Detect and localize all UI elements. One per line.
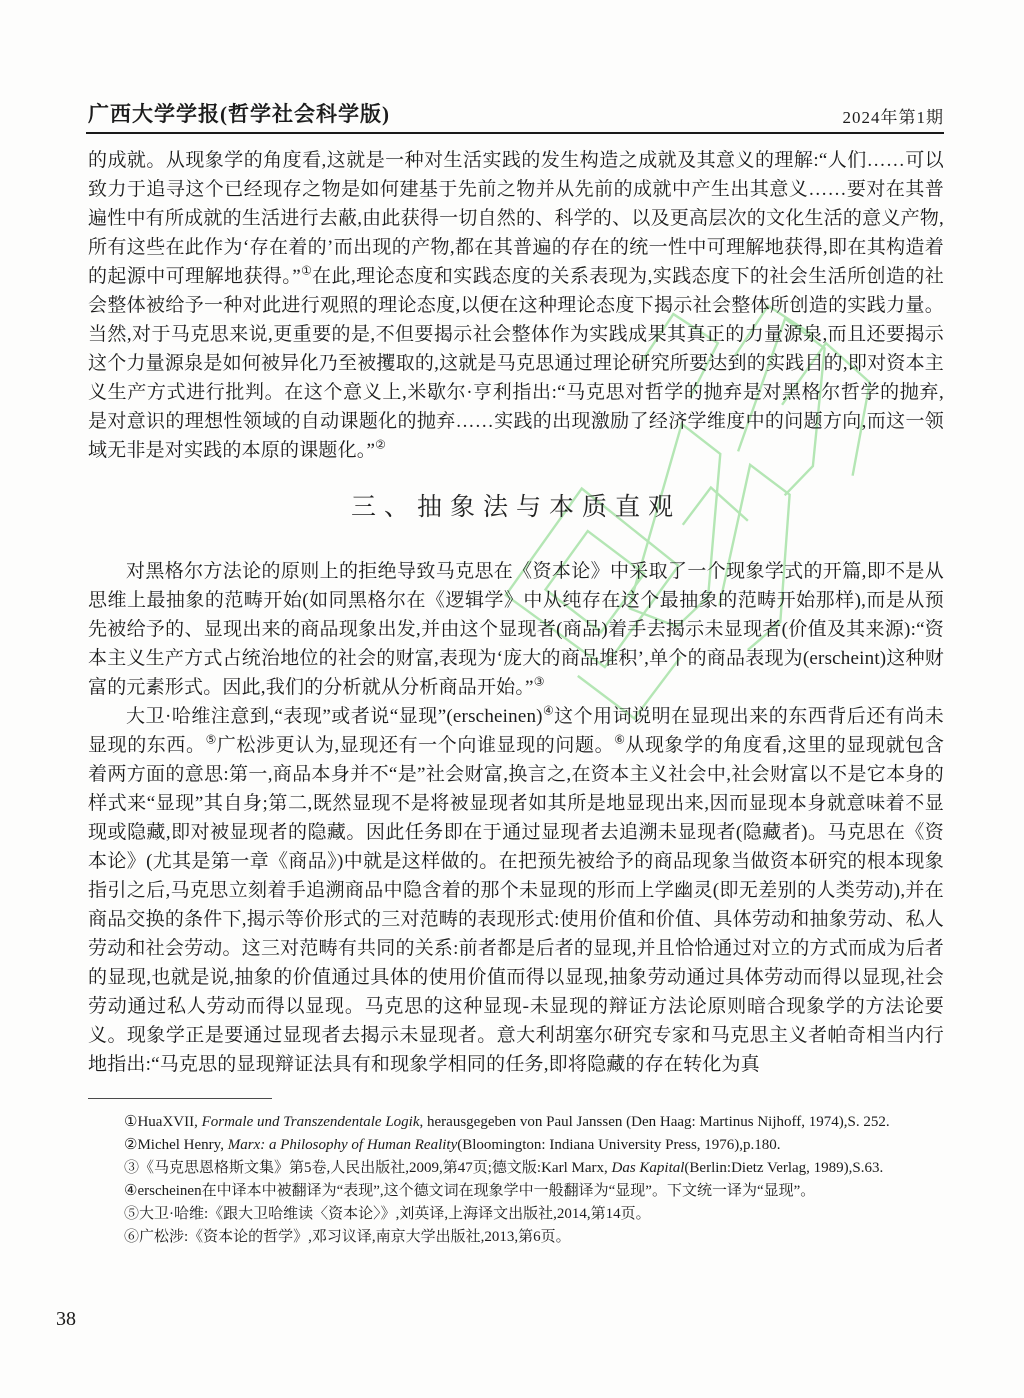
text-run: Das Kapital — [611, 1160, 685, 1176]
footnote — [44, 1180, 944, 1203]
paragraph — [88, 702, 944, 1079]
paragraph-continued — [88, 146, 944, 465]
text-run: ④erscheinen在中译本中被翻译为“表现”,这个德文词在现象学中一般翻译为“显现”。下文统一译为“显现”。 — [124, 1183, 816, 1199]
text-run: (Bloomington: Indiana University Press, 1976),p.180. — [457, 1137, 781, 1153]
footnotes-section — [88, 1098, 944, 1249]
footnote — [44, 1226, 944, 1249]
journal-title: 广西大学学报(哲学社会科学版) — [88, 102, 390, 126]
text-run: Formale und Transzendentale Logik — [201, 1114, 420, 1130]
footnote — [44, 1134, 944, 1157]
text-run: 大卫·哈维注意到,“表现”或者说“显现”(erscheinen) — [126, 706, 543, 727]
text-run: ⑤大卫·哈维:《跟大卫哈维读〈资本论〉》,刘英译,上海译文出版社,2014,第14页。 — [124, 1206, 651, 1222]
text-run: , herausgegeben von Paul Janssen (Den Haag: Martinus Nijhoff, 1974),S. 252. — [419, 1114, 890, 1130]
text-run: (Berlin:Dietz Verlag, 1989),S.63. — [684, 1160, 884, 1176]
footnote-ref: ① — [300, 263, 313, 278]
page-header — [88, 98, 944, 128]
footnote — [44, 1157, 944, 1180]
text-run: 这个用词说明在显现出来的东西背后还有尚未显现的东西。 — [88, 706, 944, 756]
text-run: ③《马克思恩格斯文集》第5卷,人民出版社,2009,第47页;德文版:Karl Marx, — [124, 1160, 612, 1176]
text-run: ⑥广松涉:《资本论的哲学》,邓习议译,南京大学出版社,2013,第6页。 — [124, 1229, 571, 1245]
header-rule — [86, 132, 944, 134]
section-heading: 三、抽象法与本质直观 — [350, 494, 681, 521]
text-run: 从现象学的角度看,这里的显现就包含着两方面的意思:第一,商品本身并不“是”社会财富,换言之,在资本主义社会中,社会财富以不是它本身的样式来“显现”其自身;第二,既然显现不是将被显现者如其所是地显现出来,因而显现本身就意味着不显现或隐藏,即对被显现者的隐藏。因此任务即在于通过显现者去追溯未显现者(隐藏者)。马克思在《资本论》(尤其是第一章《商品》)中就是这样做的。在把预先被给予的商品现象当做资本研究的根本现象指引之后,马克思立刻着手追溯商品中隐含着的那个未显现的形而上学幽灵(即无差别的人类劳动),并在商品交换的条件下,揭示等价形式的三对范畴的表现形式:使用价值和价值、具体劳动和抽象劳动、私人劳动和社会劳动。这三对范畴有共同的关系:前者都是后者的显现,并且恰恰通过对立的方式而成为后者的显现,也就是说,抽象的价值通过具体的使用价值而得以显现,抽象劳动通过具体劳动而得以显现,社会劳动通过私人劳动而得以显现。马克思的这种显现-未显现的辩证方法论原则暗合现象学的方法论要义。现象学正是要通过显现者去揭示未显现者。意大利胡塞尔研究专家和马克思主义者帕奇相当内行地指出:“马克思的显现辩证法具有和现象学相同的任务,即将隐藏的存在转化为真 — [88, 735, 945, 1075]
footnote-ref: ⑤ — [205, 732, 217, 747]
footnote-ref: ④ — [542, 703, 555, 718]
text-run: 广松涉更认为,显现还有一个向谁显现的问题。 — [216, 735, 615, 756]
footnote-ref: ⑥ — [614, 732, 626, 747]
footnote-ref: ③ — [533, 674, 545, 689]
text-run: 的成就。从现象学的角度看,这就是一种对生活实践的发生构造之成就及其意义的理解:“人们……可以致力于追寻这个已经现存之物是如何建基于先前之物并从先前的成就中产生出其意义……要对在其普遍性中有所成就的生活进行去蔽,由此获得一切自然的、科学的、以及更高层次的文化生活的意义产物,所有这些在此作为‘存在着的’而出现的产物,都在其普遍的存在的统一性中可理解地获得,即在其构造着的起源中可理解地获得。” — [88, 150, 944, 287]
page-number: 38 — [56, 1308, 76, 1330]
text-run: ②Michel Henry, — [124, 1137, 228, 1153]
text-run: 对黑格尔方法论的原则上的拒绝导致马克思在《资本论》中采取了一个现象学式的开篇,即不是从思维上最抽象的范畴开始(如同黑格尔在《逻辑学》中从纯存在这个最抽象的范畴开始那样),而是从预先被给予的、显现出来的商品现象出发,并由这个显现者(商品)着手去揭示未显现者(价值及其来源):“资本主义生产方式占统治地位的社会的财富,表现为‘庞大的商品堆积’,单个的商品表现为(erscheint)这种财富的元素形式。因此,我们的分析就从分析商品开始。” — [88, 561, 944, 698]
footnote-separator — [88, 1098, 272, 1099]
text-run: ①HuaXVII, — [124, 1114, 202, 1130]
article-body — [88, 146, 944, 1079]
footnote — [44, 1203, 944, 1226]
issue-label: 2024年第1期 — [842, 108, 944, 127]
paragraph — [88, 557, 944, 702]
text-run: 在此,理论态度和实践态度的关系表现为,实践态度下的社会生活所创造的社会整体被给予一种对此进行观照的理论态度,以便在这种理论态度下揭示社会整体所创造的实践力量。当然,对于马克思来说,更重要的是,不但要揭示社会整体作为实践成果其真正的力量源泉,而且还要揭示这个力量源泉是如何被异化乃至被攫取的,这就是马克思通过理论研究所要达到的实践目的,即对资本主义生产方式进行批判。在这个意义上,米歇尔·亨利指出:“马克思对哲学的抛弃是对黑格尔哲学的抛弃,是对意识的理想性领域的自动课题化的抛弃……实践的出现激励了经济学维度中的问题方向,而这一领域无非是对实践的本原的课题化。” — [88, 266, 944, 461]
footnote — [44, 1111, 944, 1134]
text-run: Marx: a Philosophy of Human Reality — [227, 1137, 458, 1153]
footnote-ref: ② — [375, 437, 386, 452]
